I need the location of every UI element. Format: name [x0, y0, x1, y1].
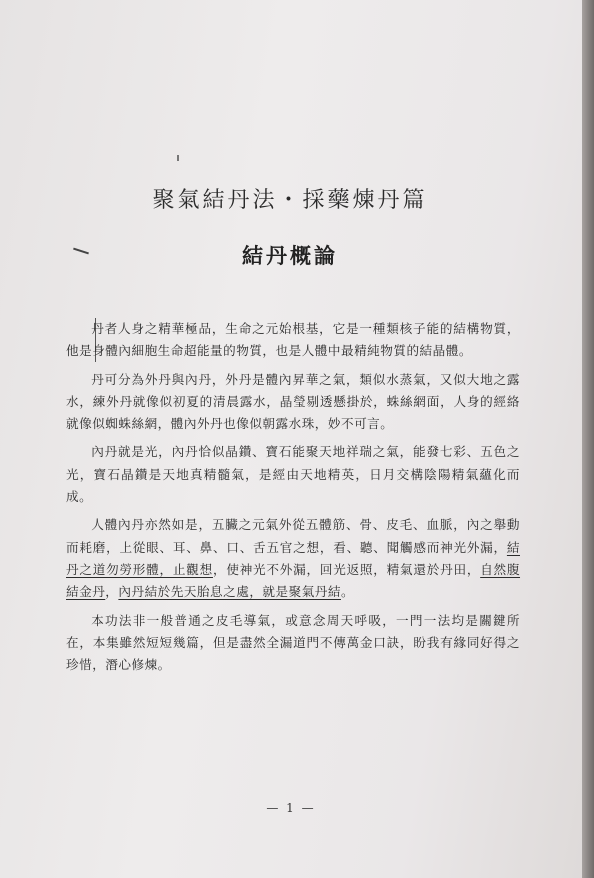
paragraph-4-text-e: ，	[105, 584, 119, 600]
paragraph-4-text-h: 。	[340, 584, 355, 600]
underlined-phrase-1: 結丹之道勿勞形體，止觀想	[66, 539, 520, 577]
body-text	[66, 318, 520, 682]
paragraph-4-text-c: ，使神光不外漏，回光返照，精氣還於丹田，	[212, 561, 481, 577]
page-title: 聚氣結丹法・採藥煉丹篇	[152, 188, 428, 213]
pencil-mark	[177, 155, 179, 161]
paragraph-2: 丹可分為外丹與內丹，外丹是體內昇華之氣，類似水蒸氣，又似大地之露水，練外丹就像似初夏的清晨露水，晶瑩剔透懸掛於，蛛絲網面，人身的經絡就像似蜘蛛絲網，體內外丹也像似朝露水珠，妙不可言。	[66, 371, 520, 432]
page-number: — 1 —	[266, 801, 316, 815]
book-edge	[582, 0, 594, 878]
paragraph-1: 丹者人身之精華極品，生命之元始根基，它是一種類核子能的結構物質，他是身體內細胞生命超能量的物質，也是人體中最精純物質的結晶體。	[66, 321, 520, 359]
underlined-phrase-2: 自然腹結金丹	[66, 561, 521, 600]
paragraph-4	[66, 514, 520, 603]
underlined-phrase-3: 內丹結於先天胎息之處，	[118, 584, 263, 600]
section-heading: 結丹概論	[242, 243, 338, 268]
underlined-phrase-4: 就是聚氣丹結	[262, 584, 341, 600]
paragraph-3: 內丹就是光，內丹恰似晶鑽、寶石能聚天地祥瑞之氣，能發七彩、五色之光，寶石晶鑽是天地真精髓氣，是經由天地精英，日月交構陰陽精氣蘊化而成。	[66, 444, 520, 505]
paragraph-5: 本功法非一般普通之皮毛導氣，或意念周天呼吸，一門一法均是關鍵所在，本集雖然短短幾篇，但是盡然全漏道門不傳萬金口訣，盼我有緣同好得之珍惜，潛心修煉。	[66, 612, 520, 673]
paragraph-4-text-a: 人體內丹亦然如是，五臟之元氣外從五體筋、骨、皮毛、血脈，內之舉動而耗磨，上從眼、耳、鼻、口、舌五官之想，看、聽、聞觸感而神光外漏，	[66, 517, 520, 555]
